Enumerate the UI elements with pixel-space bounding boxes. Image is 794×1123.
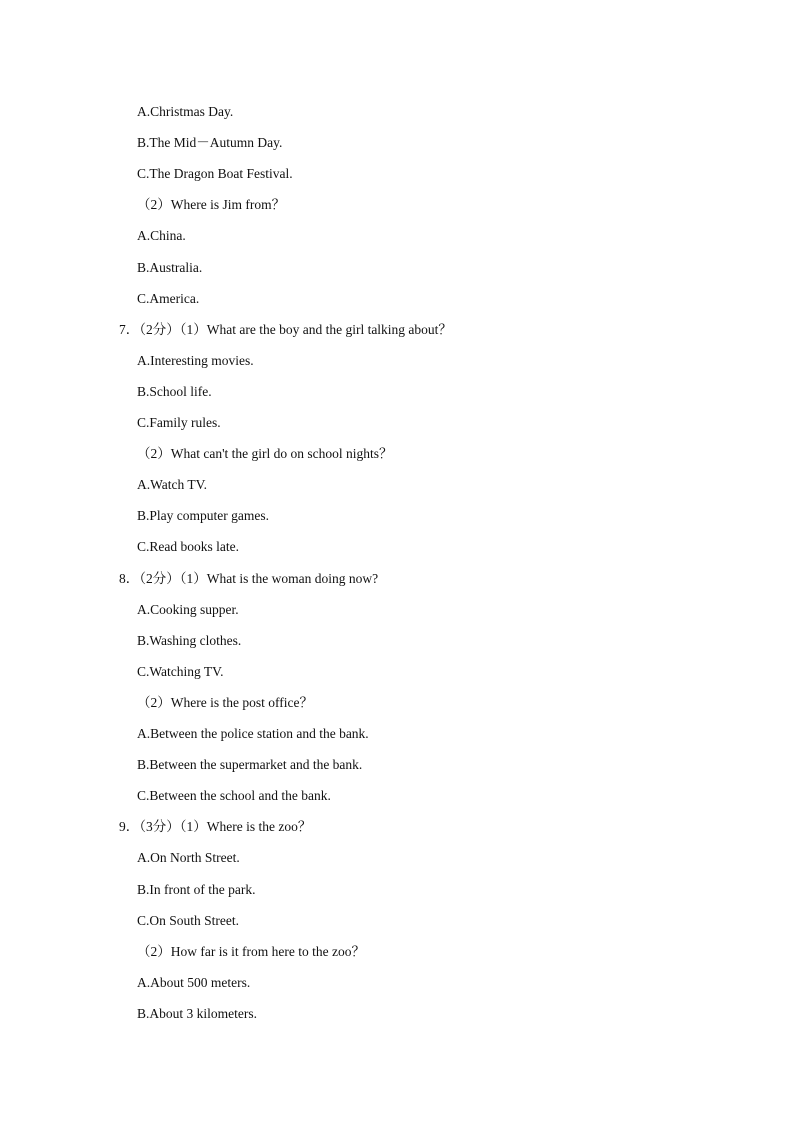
answer-option: B.School life. (137, 383, 212, 399)
answer-option: C.The Dragon Boat Festival. (137, 166, 293, 182)
answer-option: B.Australia. (137, 259, 203, 275)
answer-option: A.On North Street. (137, 850, 240, 866)
answer-option: C.On South Street. (137, 912, 240, 928)
answer-option: B.The Mid－Autumn Day. (137, 135, 283, 151)
answer-option: C.Between the school and the bank. (137, 788, 331, 804)
answer-option: C.Watching TV. (137, 663, 224, 679)
answer-option: A.Watch TV. (137, 477, 208, 493)
answer-option: A.Interesting movies. (137, 352, 254, 368)
answer-option: B.About 3 kilometers. (137, 1005, 257, 1021)
question-heading: 9．（3分）（1）Where is the zoo？ (119, 819, 312, 835)
answer-option: B.Play computer games. (137, 508, 269, 524)
answer-option: B.Between the supermarket and the bank. (137, 757, 363, 773)
answer-option: A.About 500 meters. (137, 974, 251, 990)
sub-question: （2）Where is the post office？ (137, 694, 313, 710)
question-heading: 7．（2分）（1）What are the boy and the girl talking about？ (119, 321, 452, 337)
answer-option: B.Washing clothes. (137, 632, 242, 648)
sub-question: （2）How far is it from here to the zoo？ (137, 943, 365, 959)
question-heading: 8．（2分）（1）What is the woman doing now? (119, 570, 379, 586)
answer-option: B.In front of the park. (137, 881, 256, 897)
sub-question: （2）Where is Jim from？ (137, 197, 286, 213)
answer-option: A.China. (137, 228, 186, 244)
answer-option: C.Family rules. (137, 415, 221, 430)
answer-option: A.Between the police station and the bank. (137, 726, 369, 741)
answer-option: A.Cooking supper. (137, 601, 239, 617)
sub-question: （2）What can't the girl do on school nights？ (137, 446, 393, 462)
answer-option: C.Read books late. (137, 539, 239, 555)
answer-option: C.America. (137, 290, 200, 306)
answer-option: A.Christmas Day. (137, 104, 234, 119)
